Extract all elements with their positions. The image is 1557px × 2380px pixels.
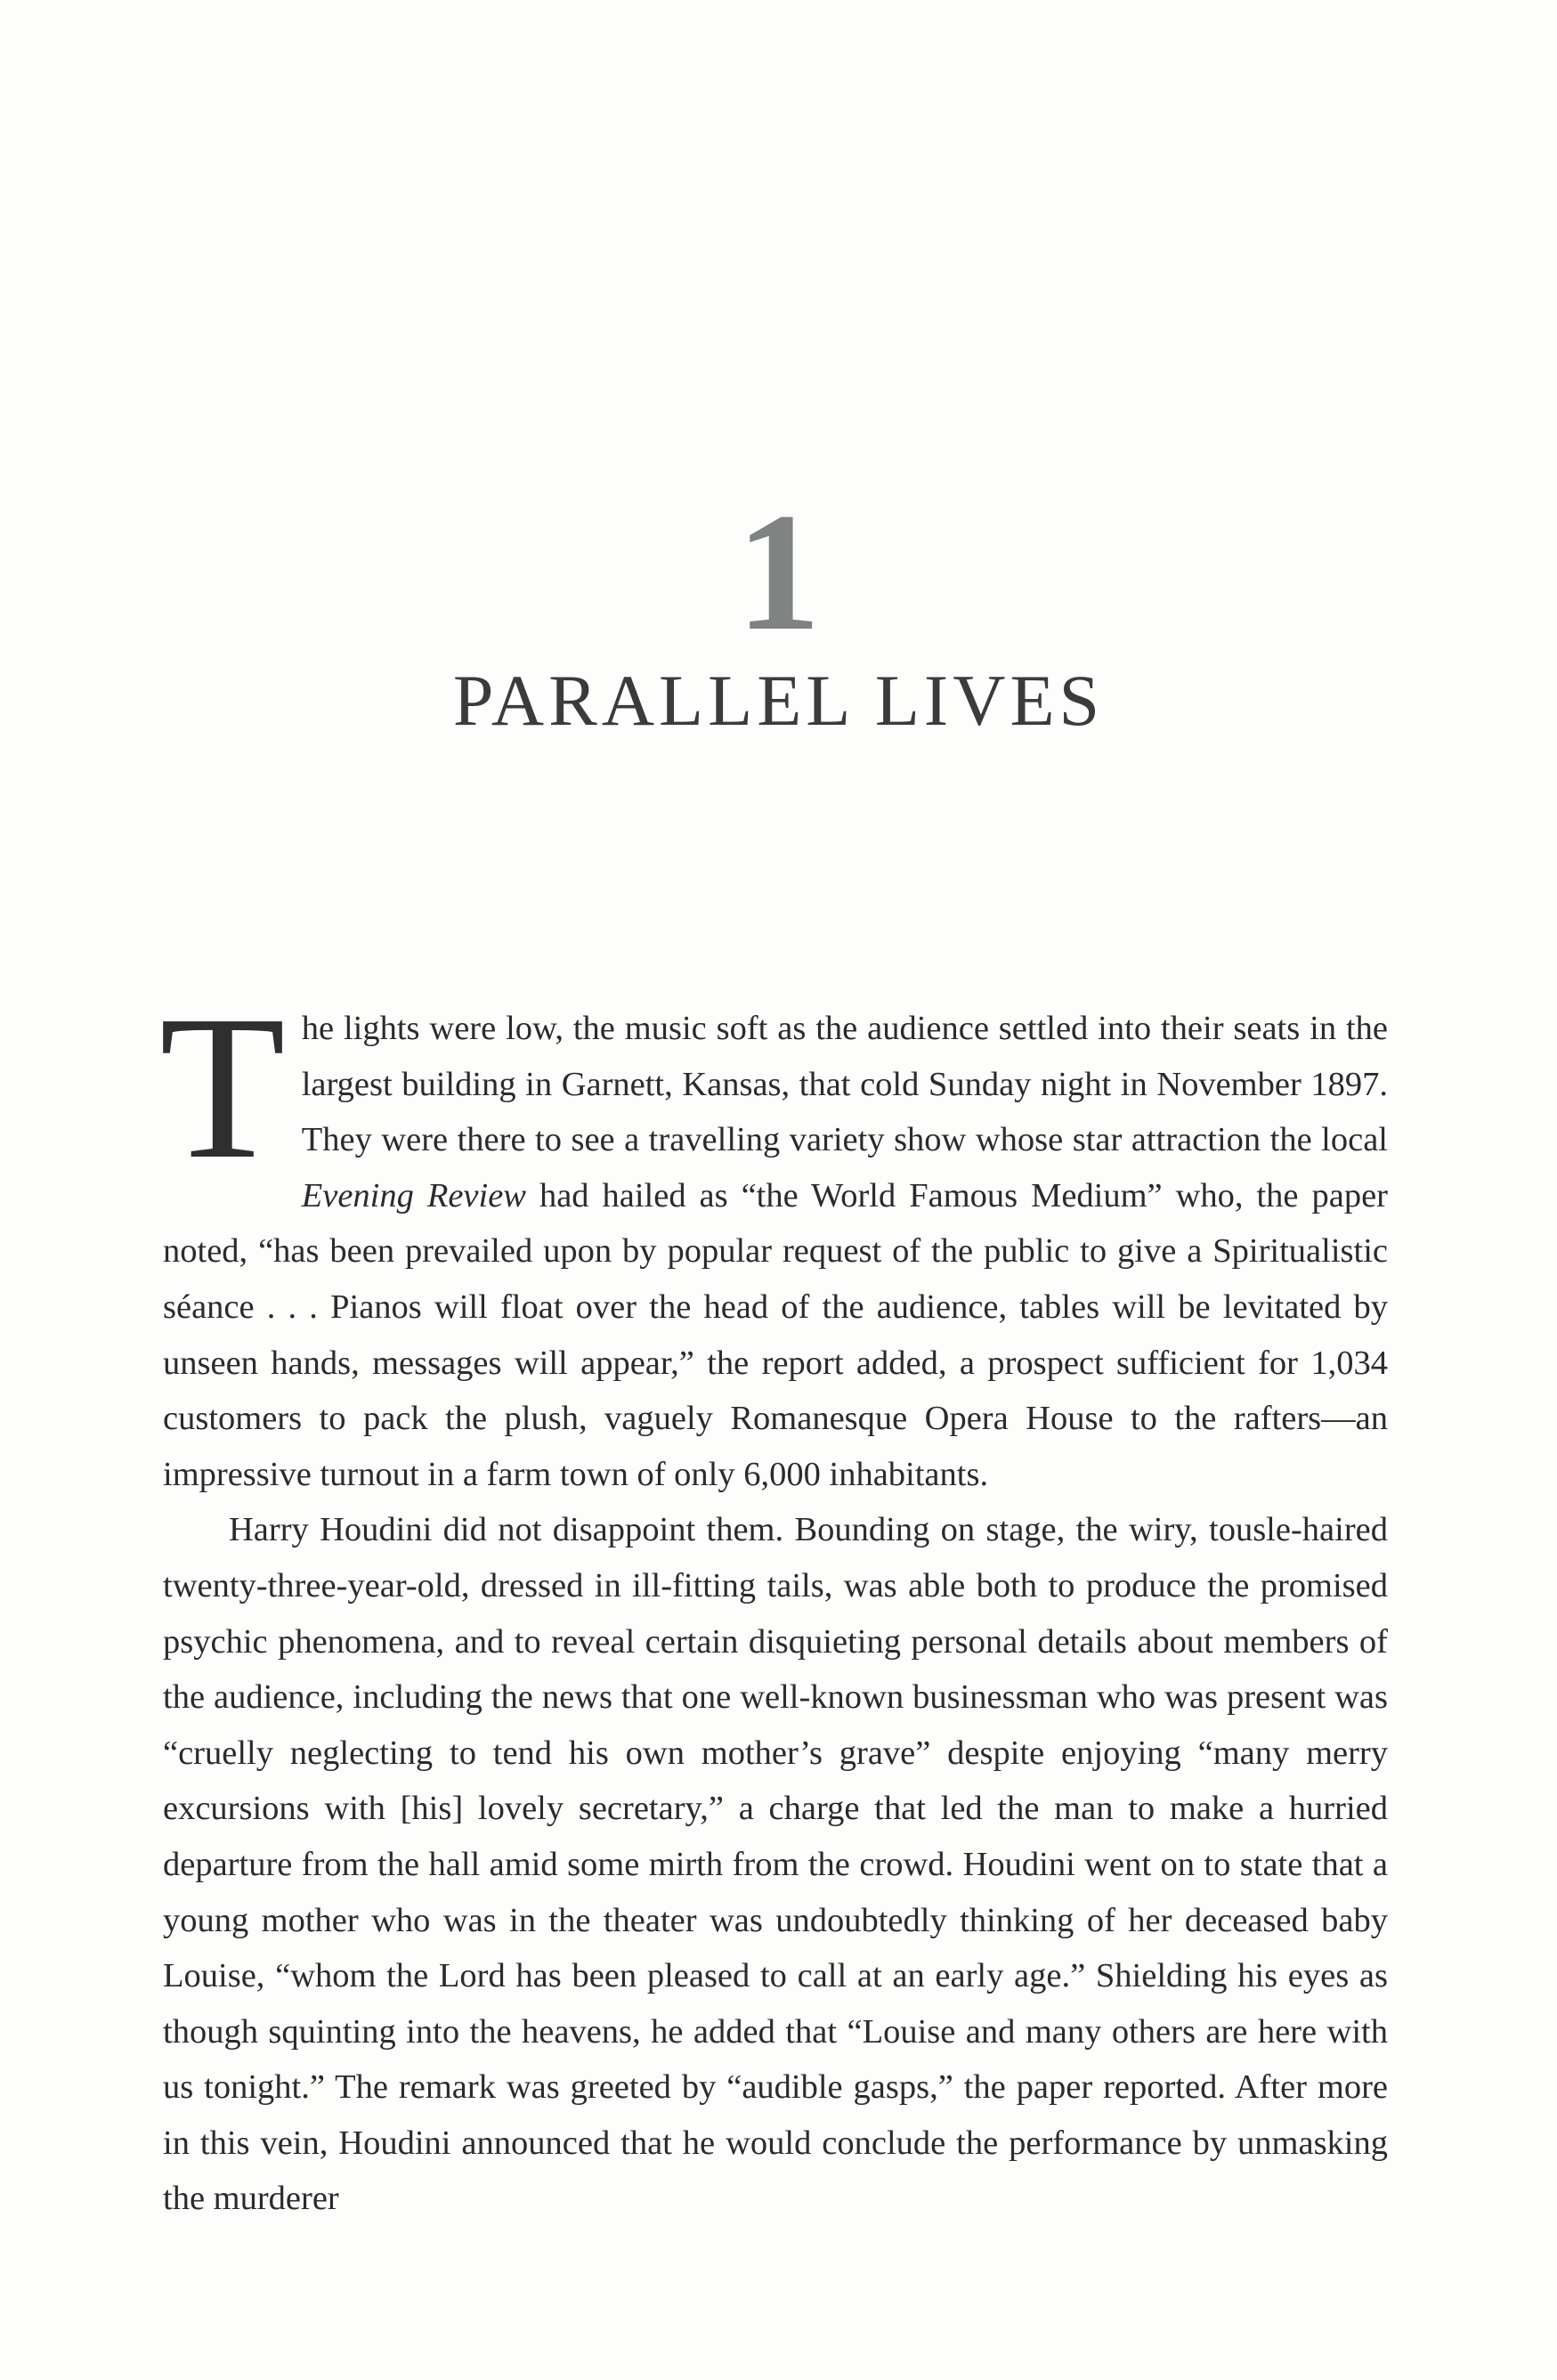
newspaper-name: Evening Review bbox=[301, 1176, 526, 1214]
drop-cap: T bbox=[159, 973, 286, 1202]
paragraph-2: Harry Houdini did not disappoint them. Bounding on stage, the wiry, tousle-haired twenty-three-year-old, dressed in ill-fitting tails, was able both to produce the promised psychic phenomena, and to reveal certain disquieting personal details about members of the audience, including the news that one well-known businessman who was present was “cruelly neglecting to tend his own mother’s grave” despite enjoying “many merry excursions with [his] lovely secretary,” a charge that led the man to make a hurried departure from the hall amid some mirth from the crowd. Houdini went on to state that a young mother who was in the theater was undoubtedly thinking of her deceased baby Louise, “whom the Lord has been pleased to call at an early age.” Shielding his eyes as though squinting into the heavens, he added that “Louise and many others are here with us tonight.” The remark was greeted by “audible gasps,” the paper reported. After more in this vein, Houdini announced that he would conclude the performance by unmasking the murderer bbox=[163, 1511, 1388, 2218]
paragraph-1-text-a: he lights were low, the music soft as the audience settled into their seats in the largest building in Garnett, Kansas, that cold Sunday night in November 1897. They were there to see a travelling variety show whose star attraction the local bbox=[301, 1010, 1388, 1159]
chapter-number: 1 bbox=[736, 479, 821, 666]
chapter-body bbox=[159, 973, 1388, 2227]
chapter-title: PARALLEL LIVES bbox=[452, 660, 1105, 741]
paragraph-1-text-b: had hailed as “the World Famous Medium” who, the paper noted, “has been prevailed upon by popular request of the public to give a Spiritualistic séance . . . Pianos will float over the head of the audience, tables will be levitated by unseen hands, messages will appear,” the report added, a prospect sufficient for 1,034 customers to pack the plush, vaguely Romanesque Opera House to the rafters—an impressive turnout in a farm town of only 6,000 inhabitants. bbox=[163, 1176, 1388, 1493]
paragraph-1 bbox=[159, 973, 1388, 1502]
